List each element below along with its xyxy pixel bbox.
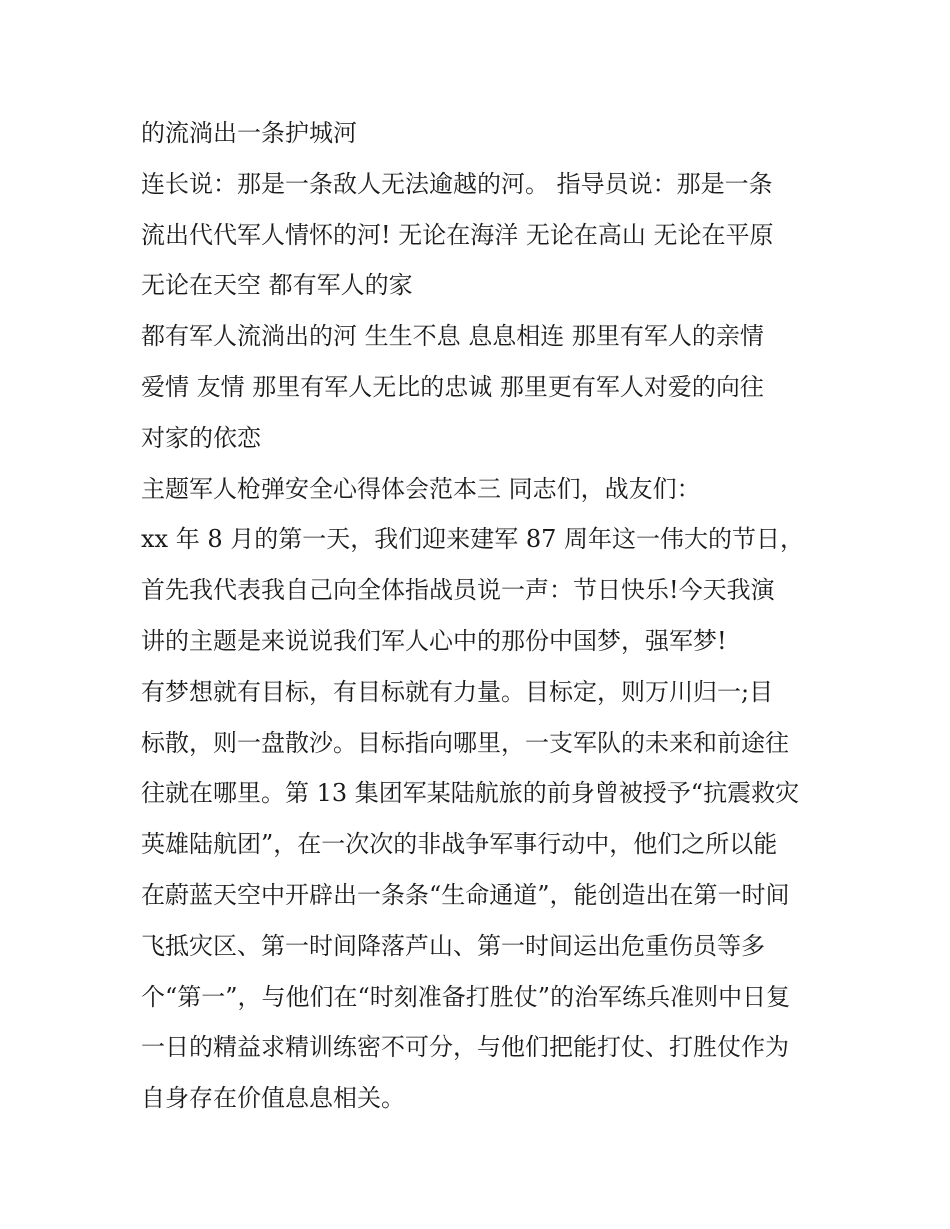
text-line: 在蔚蓝天空中开辟出一条条“生命通道”，能创造出在第一时间 [141,880,790,909]
text-line: 往就在哪里。第 13 集团军某陆航旅的前身曾被授予“抗震救灾 [141,779,800,808]
document-body [141,108,831,1124]
text-line: 爱情 友情 那里有军人无比的忠诚 那里更有军人对爱的向往 [141,372,764,401]
text-line: 都有军人流淌出的河 生生不息 息息相连 那里有军人的亲情 [141,322,764,351]
text-line: 流出代代军人情怀的河! 无论在海洋 无论在高山 无论在平原 [141,220,774,249]
text-line: 一日的精益求精训练密不可分，与他们把能打仗、打胜仗作为 [141,1033,789,1062]
text-line: 自身存在价值息息相关。 [141,1084,405,1113]
text-line: 飞抵灾区、第一时间降落芦山、第一时间运出危重伤员等多 [141,931,765,960]
text-line: xx 年 8 月的第一天，我们迎来建军 87 周年这一伟大的节日， [141,525,805,554]
text-line: 个“第一”，与他们在“时刻准备打胜仗”的治军练兵准则中日复 [141,982,791,1011]
text-line: 有梦想就有目标，有目标就有力量。目标定，则万川归一;目 [141,677,774,706]
text-line: 标散，则一盘散沙。目标指向哪里，一支军队的未来和前途往 [141,728,789,757]
text-line: 连长说：那是一条敌人无法逾越的河。 指导员说：那是一条 [141,169,773,198]
text-line: 无论在天空 都有军人的家 [141,271,413,300]
text-line: 的流淌出一条护城河 [141,119,357,147]
text-line: 讲的主题是来说说我们军人心中的那份中国梦，强军梦! [141,626,727,655]
text-line: 英雄陆航团”，在一次次的非战争军事行动中，他们之所以能 [141,830,778,859]
text-line: 首先我代表我自己向全体指战员说一声：节日快乐!今天我演 [141,576,775,605]
section-heading-line: 主题军人枪弹安全心得体会范本三 同志们，战友们： [141,474,701,503]
text-line: 对家的依恋 [141,423,261,452]
